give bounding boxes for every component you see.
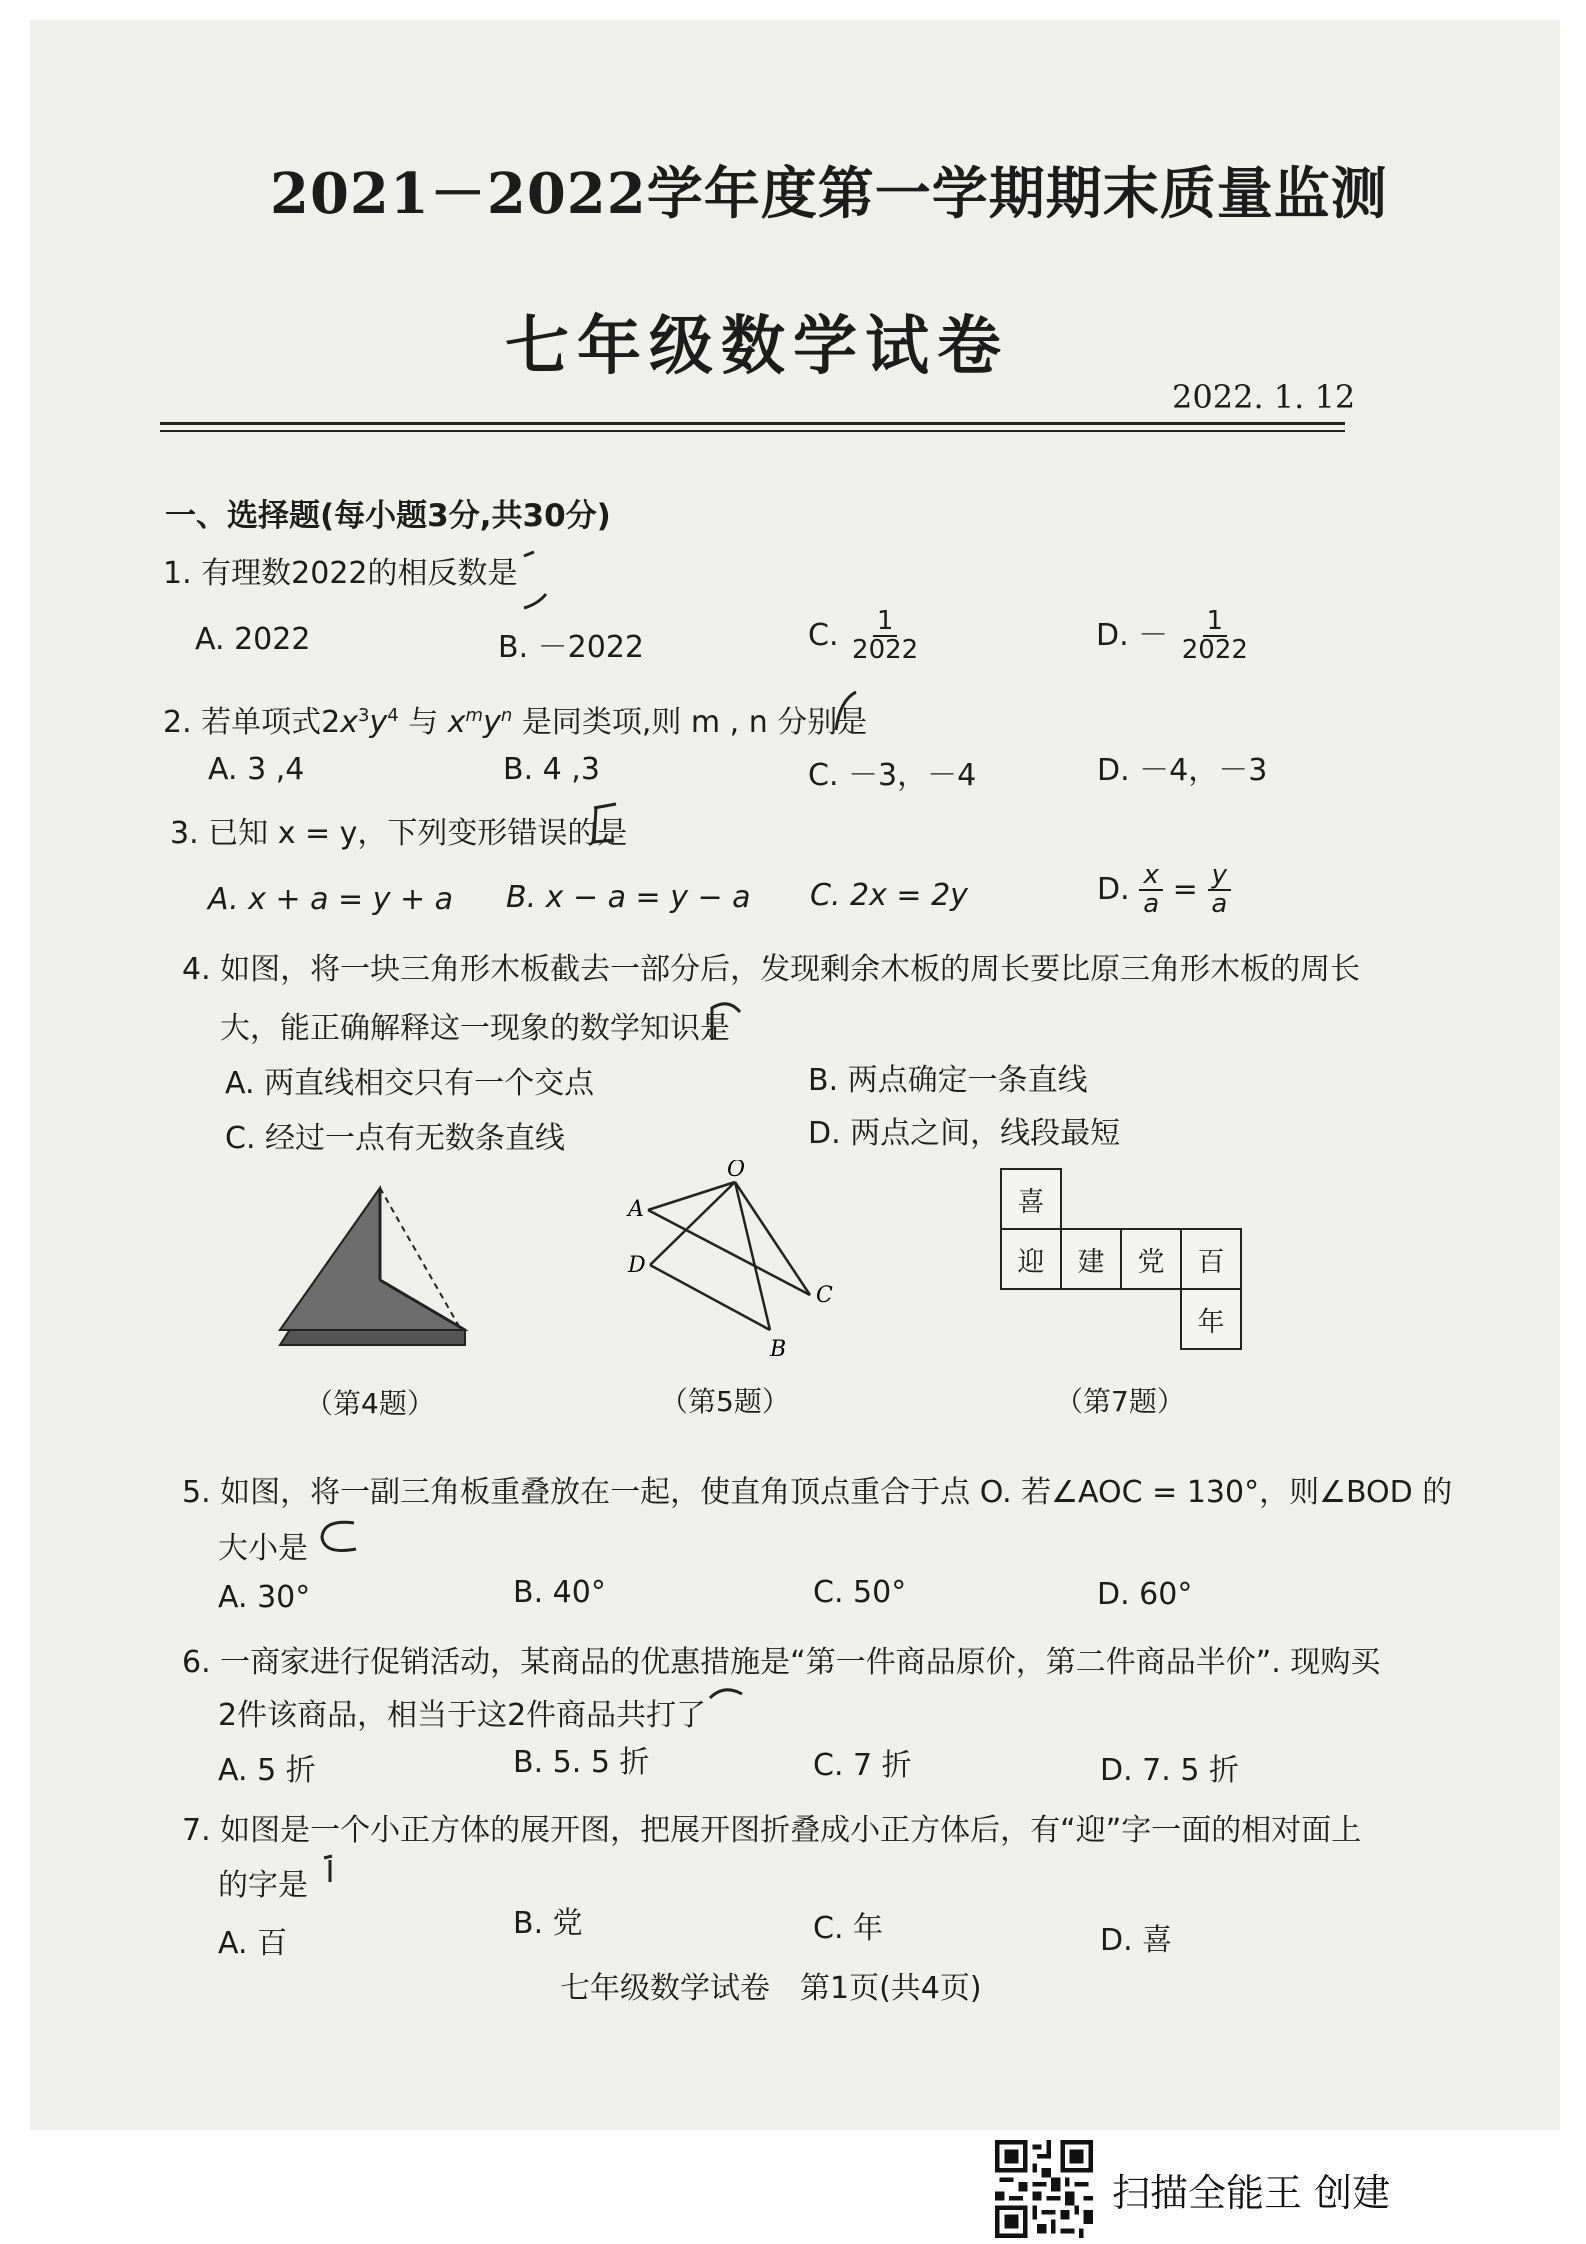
handwritten-mark-q1 — [520, 548, 560, 628]
handwritten-mark-q2 — [832, 688, 862, 734]
q6-option-d: D. 7. 5 折 — [1100, 1753, 1239, 1788]
q3-option-c: C. 2x = 2y — [810, 878, 968, 913]
q2-option-a: A. 3 ,4 — [208, 752, 305, 787]
q4-option-a: A. 两直线相交只有一个交点 — [225, 1066, 595, 1101]
frac-denominator: a — [1211, 889, 1228, 920]
question-3-stem: 3. 已知 x = y，下列变形错误的是 — [170, 816, 628, 851]
question-2-stem: 2. 若单项式$2x^3y^4$ 与 $x^my^n$ 是同类项,则 m , n 分别是 — [163, 705, 868, 740]
segment-OC — [735, 1182, 810, 1295]
frac-numerator: x — [1139, 862, 1162, 891]
q3-option-b: B. x − a = y − a — [506, 880, 751, 915]
q6-option-c: C. 7 折 — [813, 1748, 912, 1783]
q1-option-d-label: D. － — [1096, 617, 1169, 653]
q2-option-c: C. －3，－4 — [808, 758, 977, 793]
q3-option-d-label: D. — [1097, 871, 1130, 907]
question-6-stem-line1: 6. 一商家进行促销活动，某商品的优惠措施是“第一件商品原价，第二件商品半价”. 现购买 — [182, 1645, 1381, 1680]
qr-code-icon — [995, 2140, 1093, 2238]
figure-4-caption: （第4题） — [305, 1387, 435, 1420]
q2-option-d: D. －4，－3 — [1097, 753, 1268, 788]
q7-option-b: B. 党 — [513, 1906, 583, 1941]
question-4-stem-line1: 4. 如图，将一块三角形木板截去一部分后，发现剩余木板的周长要比原三角形木板的周长 — [182, 952, 1361, 987]
q1-option-c-fraction — [848, 608, 922, 665]
q2-stem-pre: 2. 若单项式2 — [163, 705, 341, 740]
frac-denominator: a — [1143, 889, 1160, 920]
question-5-stem-line1: 5. 如图，将一副三角板重叠放在一起，使直角顶点重合于点 O. 若∠AOC = 130°，则∠BOD 的 — [182, 1475, 1453, 1510]
handwritten-mark-q4 — [706, 996, 746, 1046]
frac-denominator: 2022 — [1181, 635, 1248, 666]
q7-option-a: A. 百 — [218, 1926, 288, 1961]
segment-AC — [648, 1210, 810, 1295]
handwritten-mark-q6 — [706, 1680, 746, 1710]
q2-stem-mid: 与 — [408, 705, 439, 740]
header-rule-thick — [160, 422, 1345, 425]
q5-option-b: B. 40° — [513, 1575, 606, 1610]
q4-option-b: B. 两点确定一条直线 — [808, 1063, 1088, 1098]
q4-option-d: D. 两点之间，线段最短 — [808, 1116, 1121, 1151]
frac-numerator: 1 — [1203, 608, 1228, 637]
net-cell-dang: 党 — [1120, 1228, 1182, 1290]
figure-7-caption: （第7题） — [1055, 1385, 1185, 1418]
frac-denominator: 2022 — [852, 635, 919, 666]
question-4-stem-line2: 大，能正确解释这一现象的数学知识是 — [220, 1011, 730, 1046]
q2-option-b: B. 4 ,3 — [503, 752, 600, 787]
figure-7-cube-net — [1000, 1168, 1260, 1368]
scanner-watermark: 扫描全能王 创建 — [1112, 2171, 1391, 2215]
q4-option-c: C. 经过一点有无数条直线 — [225, 1121, 566, 1156]
frac-numerator: y — [1208, 862, 1231, 891]
question-1-stem: 1. 有理数2022的相反数是 — [163, 556, 518, 591]
q2-stem-post: 是同类项,则 m , n 分别是 — [521, 705, 868, 740]
exam-subtitle: 七年级数学试卷 — [505, 309, 1009, 384]
q1-option-b: B. －2022 — [498, 630, 645, 665]
header-rule-thin — [160, 430, 1345, 432]
q1-option-d — [1096, 608, 1252, 665]
q3-option-a: A. x + a = y + a — [208, 882, 454, 917]
net-cell-bai: 百 — [1180, 1228, 1242, 1290]
question-6-stem-line2: 2件该商品，相当于这2件商品共打了 — [218, 1698, 707, 1733]
segment-DB — [650, 1265, 770, 1330]
q7-option-d: D. 喜 — [1100, 1923, 1173, 1958]
question-7-stem-line2: 的字是 — [218, 1868, 308, 1903]
net-cell-ying: 迎 — [1000, 1228, 1062, 1290]
page-footer: 七年级数学试卷 第1页(共4页) — [560, 1971, 982, 2006]
q1-option-a: A. 2022 — [195, 622, 311, 657]
segment-OB — [735, 1182, 770, 1330]
question-7-stem-line1: 7. 如图是一个小正方体的展开图，把展开图折叠成小正方体后，有“迎”字一面的相对面上 — [182, 1813, 1362, 1848]
point-O-label: O — [727, 1160, 746, 1182]
section-heading: 一、选择题(每小题3分,共30分) — [165, 498, 611, 534]
q3-option-d — [1097, 862, 1231, 919]
net-cell-jian: 建 — [1060, 1228, 1122, 1290]
handwritten-mark-q5 — [316, 1515, 360, 1559]
exam-title: 2021－2022学年度第一学期期末质量监测 — [270, 161, 1388, 227]
q5-option-d: D. 60° — [1097, 1577, 1193, 1612]
handwritten-mark-q7 — [320, 1852, 340, 1888]
q7-option-c: C. 年 — [813, 1911, 884, 1946]
net-cell-xi: 喜 — [1000, 1168, 1062, 1230]
q3-option-d-fraction-right — [1207, 862, 1231, 919]
figure-5-set-squares — [620, 1160, 860, 1370]
point-A-label: A — [628, 1197, 644, 1222]
frac-numerator: 1 — [873, 608, 898, 637]
q1-option-c-label: C. — [808, 617, 839, 653]
q6-option-b: B. 5. 5 折 — [513, 1745, 650, 1780]
exam-date: 2022. 1. 12 — [1172, 378, 1356, 416]
handwritten-mark-q3 — [588, 800, 622, 846]
q3-option-d-equals: = — [1172, 871, 1198, 907]
q1-option-d-fraction — [1178, 608, 1252, 665]
q5-option-a: A. 30° — [218, 1580, 311, 1615]
q1-option-c — [808, 608, 922, 665]
figure-4-triangle — [270, 1180, 470, 1370]
q6-option-a: A. 5 折 — [218, 1753, 316, 1788]
point-C-label: C — [816, 1283, 833, 1308]
figure-5-caption: （第5题） — [660, 1385, 790, 1418]
question-5-stem-line2: 大小是 — [218, 1531, 308, 1566]
point-B-label: B — [770, 1337, 787, 1362]
q3-option-d-fraction-left — [1139, 862, 1163, 919]
net-cell-nian: 年 — [1180, 1288, 1242, 1350]
point-D-label: D — [628, 1253, 646, 1278]
q5-option-c: C. 50° — [813, 1575, 907, 1610]
